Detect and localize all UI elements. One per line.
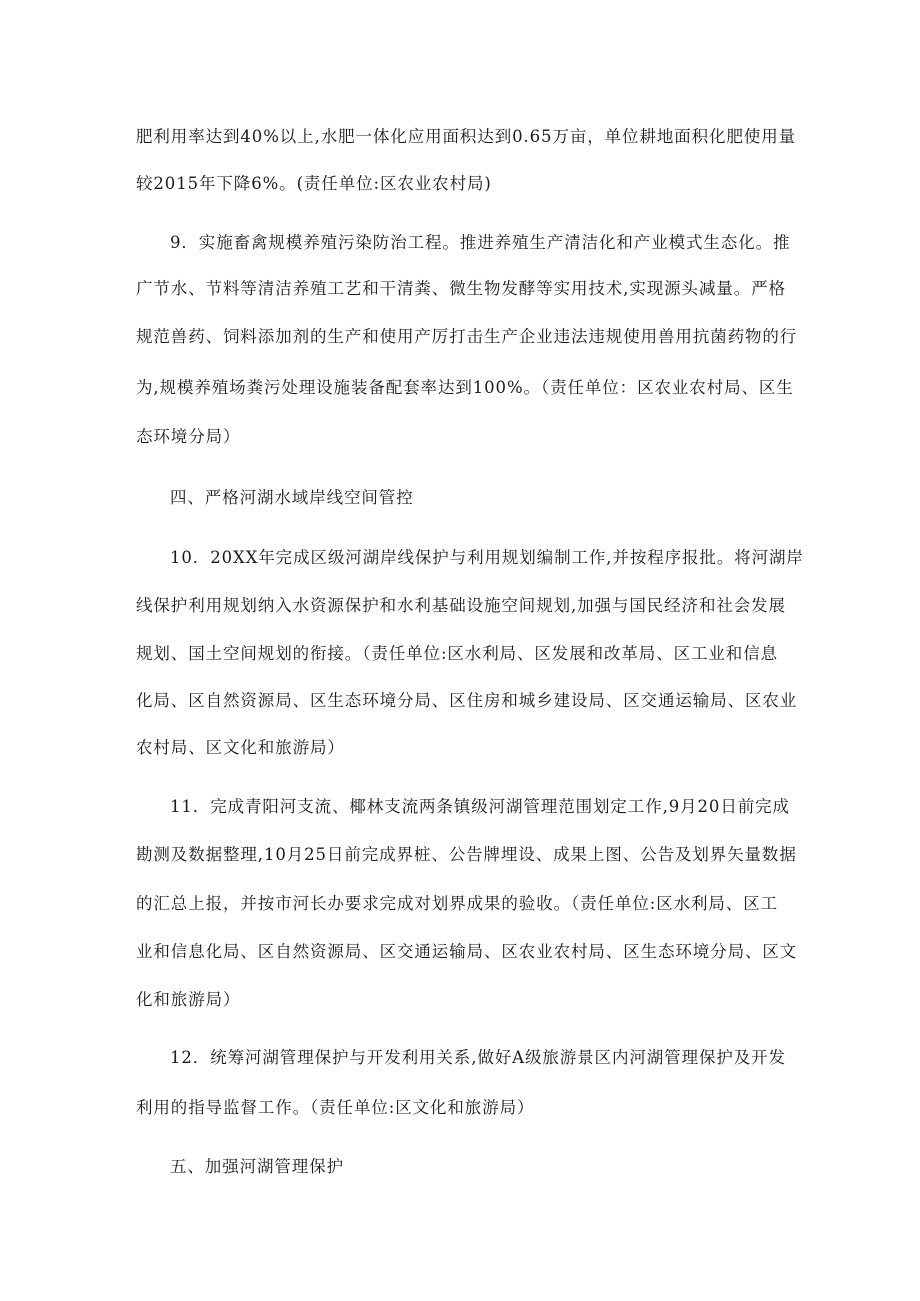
text-line: 线保护利用规划纳入水资源保护和水利基础设施空间规划,加强与国民经济和社会发展 bbox=[136, 596, 786, 615]
text-line: 广节水、节料等清洁养殖工艺和干清粪、微生物发酵等实用技术,实现源头减量。严格 bbox=[136, 279, 786, 298]
text-line: 10．20XX年完成区级河湖岸线保护与利用规划编制工作,并按程序报批。将河湖岸 bbox=[170, 548, 804, 567]
text-line: 9．实施畜禽规模养殖污染防治工程。推进养殖生产清洁化和产业模式生态化。推 bbox=[170, 233, 791, 252]
text-line: 化局、区自然资源局、区生态环境分局、区住房和城乡建设局、区交通运输局、区农业 bbox=[136, 691, 798, 710]
text-line: 勘测及数据整理,10月25日前完成界桩、公告牌埋设、成果上图、公告及划界矢量数据 bbox=[136, 845, 797, 864]
text-line: 11．完成青阳河支流、椰林支流两条镇级河湖管理范围划定工作,9月20日前完成 bbox=[170, 797, 790, 816]
section-heading: 四、严格河湖水域岸线空间管控 bbox=[170, 488, 414, 507]
text-line: 规划、国土空间规划的衔接。（责任单位:区水利局、区发展和改革局、区工业和信息 bbox=[136, 644, 779, 663]
text-line: 利用的指导监督工作。（责任单位:区文化和旅游局） bbox=[136, 1098, 535, 1117]
text-line: 的汇总上报，并按市河长办要求完成对划界成果的验收。（责任单位:区水利局、区工 bbox=[136, 894, 779, 913]
section-heading: 五、加强河湖管理保护 bbox=[170, 1157, 344, 1176]
text-line: 规范兽药、饲料添加剂的生产和使用产厉打击生产企业违法违规使用兽用抗菌药物的行 bbox=[136, 327, 798, 346]
text-line: 肥利用率达到40%以上,水肥一体化应用面积达到0.65万亩，单位耕地面积化肥使用量 bbox=[136, 127, 797, 146]
text-line: 业和信息化局、区自然资源局、区交通运输局、区农业农村局、区生态环境分局、区文 bbox=[136, 942, 798, 961]
text-line: 化和旅游局） bbox=[136, 990, 241, 1009]
text-line: 农村局、区文化和旅游局） bbox=[136, 738, 345, 757]
text-line: 态环境分局） bbox=[136, 427, 241, 446]
text-line: 为,规模养殖场粪污处理设施装备配套率达到100%。（责任单位：区农业农村局、区生 bbox=[136, 378, 794, 397]
text-line: 12．统筹河湖管理保护与开发利用关系,做好A级旅游景区内河湖管理保护及开发 bbox=[170, 1048, 786, 1067]
text-line: 较2015年下降6%。(责任单位:区农业农村局) bbox=[136, 174, 492, 193]
